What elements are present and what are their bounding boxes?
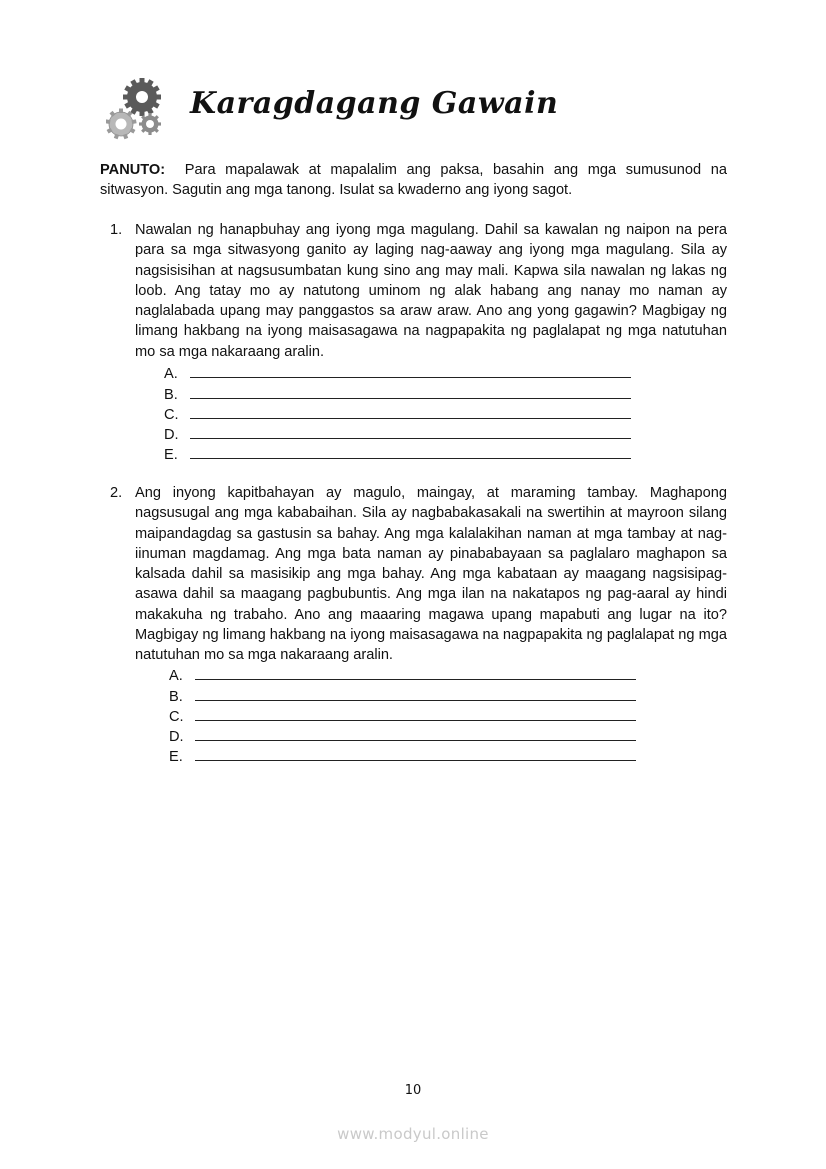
answer-blank[interactable] [195, 700, 636, 701]
answer-letter: C. [169, 708, 184, 725]
answer-blank[interactable] [195, 720, 636, 721]
section-header [106, 76, 166, 142]
answer-line-e[interactable] [169, 745, 636, 765]
answer-line-d[interactable] [169, 725, 636, 745]
answer-letter: B. [164, 386, 178, 403]
answer-line-e[interactable] [164, 443, 631, 463]
answer-line-d[interactable] [164, 423, 631, 443]
answer-line-b[interactable] [169, 684, 636, 704]
answer-blank[interactable] [195, 679, 636, 680]
question-number: 1. [110, 222, 123, 238]
instructions [100, 160, 727, 201]
answer-blank[interactable] [190, 418, 631, 419]
answer-list-1 [164, 362, 631, 463]
answer-letter: E. [169, 749, 183, 766]
instructions-label: PANUTO: [100, 162, 166, 178]
answer-line-c[interactable] [169, 705, 636, 725]
watermark: www.modyul.online [337, 1125, 489, 1143]
instructions-text: Para mapalawak at mapalalim ang paksa, basahin ang mga sumusunod na sitwasyon. Sagutin ang mga tanong. Isulat sa kwaderno ang iyong sagot. [100, 162, 727, 199]
answer-line-c[interactable] [164, 403, 631, 423]
answer-blank[interactable] [195, 760, 636, 761]
page-title: Karagdagang Gawain [190, 86, 559, 121]
answer-line-a[interactable] [164, 362, 631, 382]
question-item-2 [110, 483, 727, 666]
answer-blank[interactable] [190, 438, 631, 439]
answer-blank[interactable] [190, 398, 631, 399]
answer-letter: D. [169, 729, 184, 746]
page-number: 10 [404, 1083, 422, 1098]
answer-blank[interactable] [190, 377, 631, 378]
question-number: 2. [110, 485, 123, 501]
gears-icon [106, 77, 166, 141]
answer-line-b[interactable] [164, 382, 631, 402]
answer-letter: B. [169, 688, 183, 705]
answer-list-2 [169, 664, 636, 765]
answer-letter: A. [169, 668, 183, 685]
answer-blank[interactable] [195, 740, 636, 741]
answer-letter: D. [164, 427, 179, 444]
answer-line-a[interactable] [169, 664, 636, 684]
question-text: Ang inyong kapitbahayan ay magulo, maingay, at maraming tambay. Maghapong nagsusugal ang mga kababaihan. Sila ay nagbabakasakali na swertihin at mayroon silang maipandagdag sa gastusin sa bahay. Ang mga kalalakihan naman at mga tambay at nag-iinuman magdamag. Ang mga bata naman ay pinababayaan sa paglalaro maghapon sa kalsada dahil sa masisikip ang mga bahay. Ang mga kabataan ay maagang nagsisipag-asawa dahil sa maagang pagbubuntis. Ang mga ilan na nakatapos ng pag-aaral ay hindi makakuha ng trabaho. Ano ang maaaring magawa upang mapabuti ang lugar na ito? Magbigay ng limang hakbang na iyong maisasagawa na nagpapakita ng paglalapat ng mga natutuhan mo sa mga nakaraang aralin. [135, 485, 727, 664]
answer-blank[interactable] [190, 458, 631, 459]
answer-letter: C. [164, 406, 179, 423]
question-text: Nawalan ng hanapbuhay ang iyong mga magulang. Dahil sa kawalan ng naipon na pera para sa mga sitwasyong ganito ay laging nag-aaway ang iyong mga magulang. Sila ay nagsisisihan at nagsusumbatan kung sino ang may mali. Kapwa sila nawalan ng lakas ng loob. Ang tatay mo ay natutong uminom ng alak habang ang nanay mo naman ay naglalabada upang may panggastos sa araw araw. Ano ang yong gagawin? Magbigay ng limang hakbang na iyong maisasagawa na nagpapakita ng paglalapat ng mga natutuhan mo sa mga nakaraang aralin. [135, 222, 727, 360]
answer-letter: E. [164, 447, 178, 464]
question-item-1 [110, 220, 727, 362]
answer-letter: A. [164, 366, 178, 383]
